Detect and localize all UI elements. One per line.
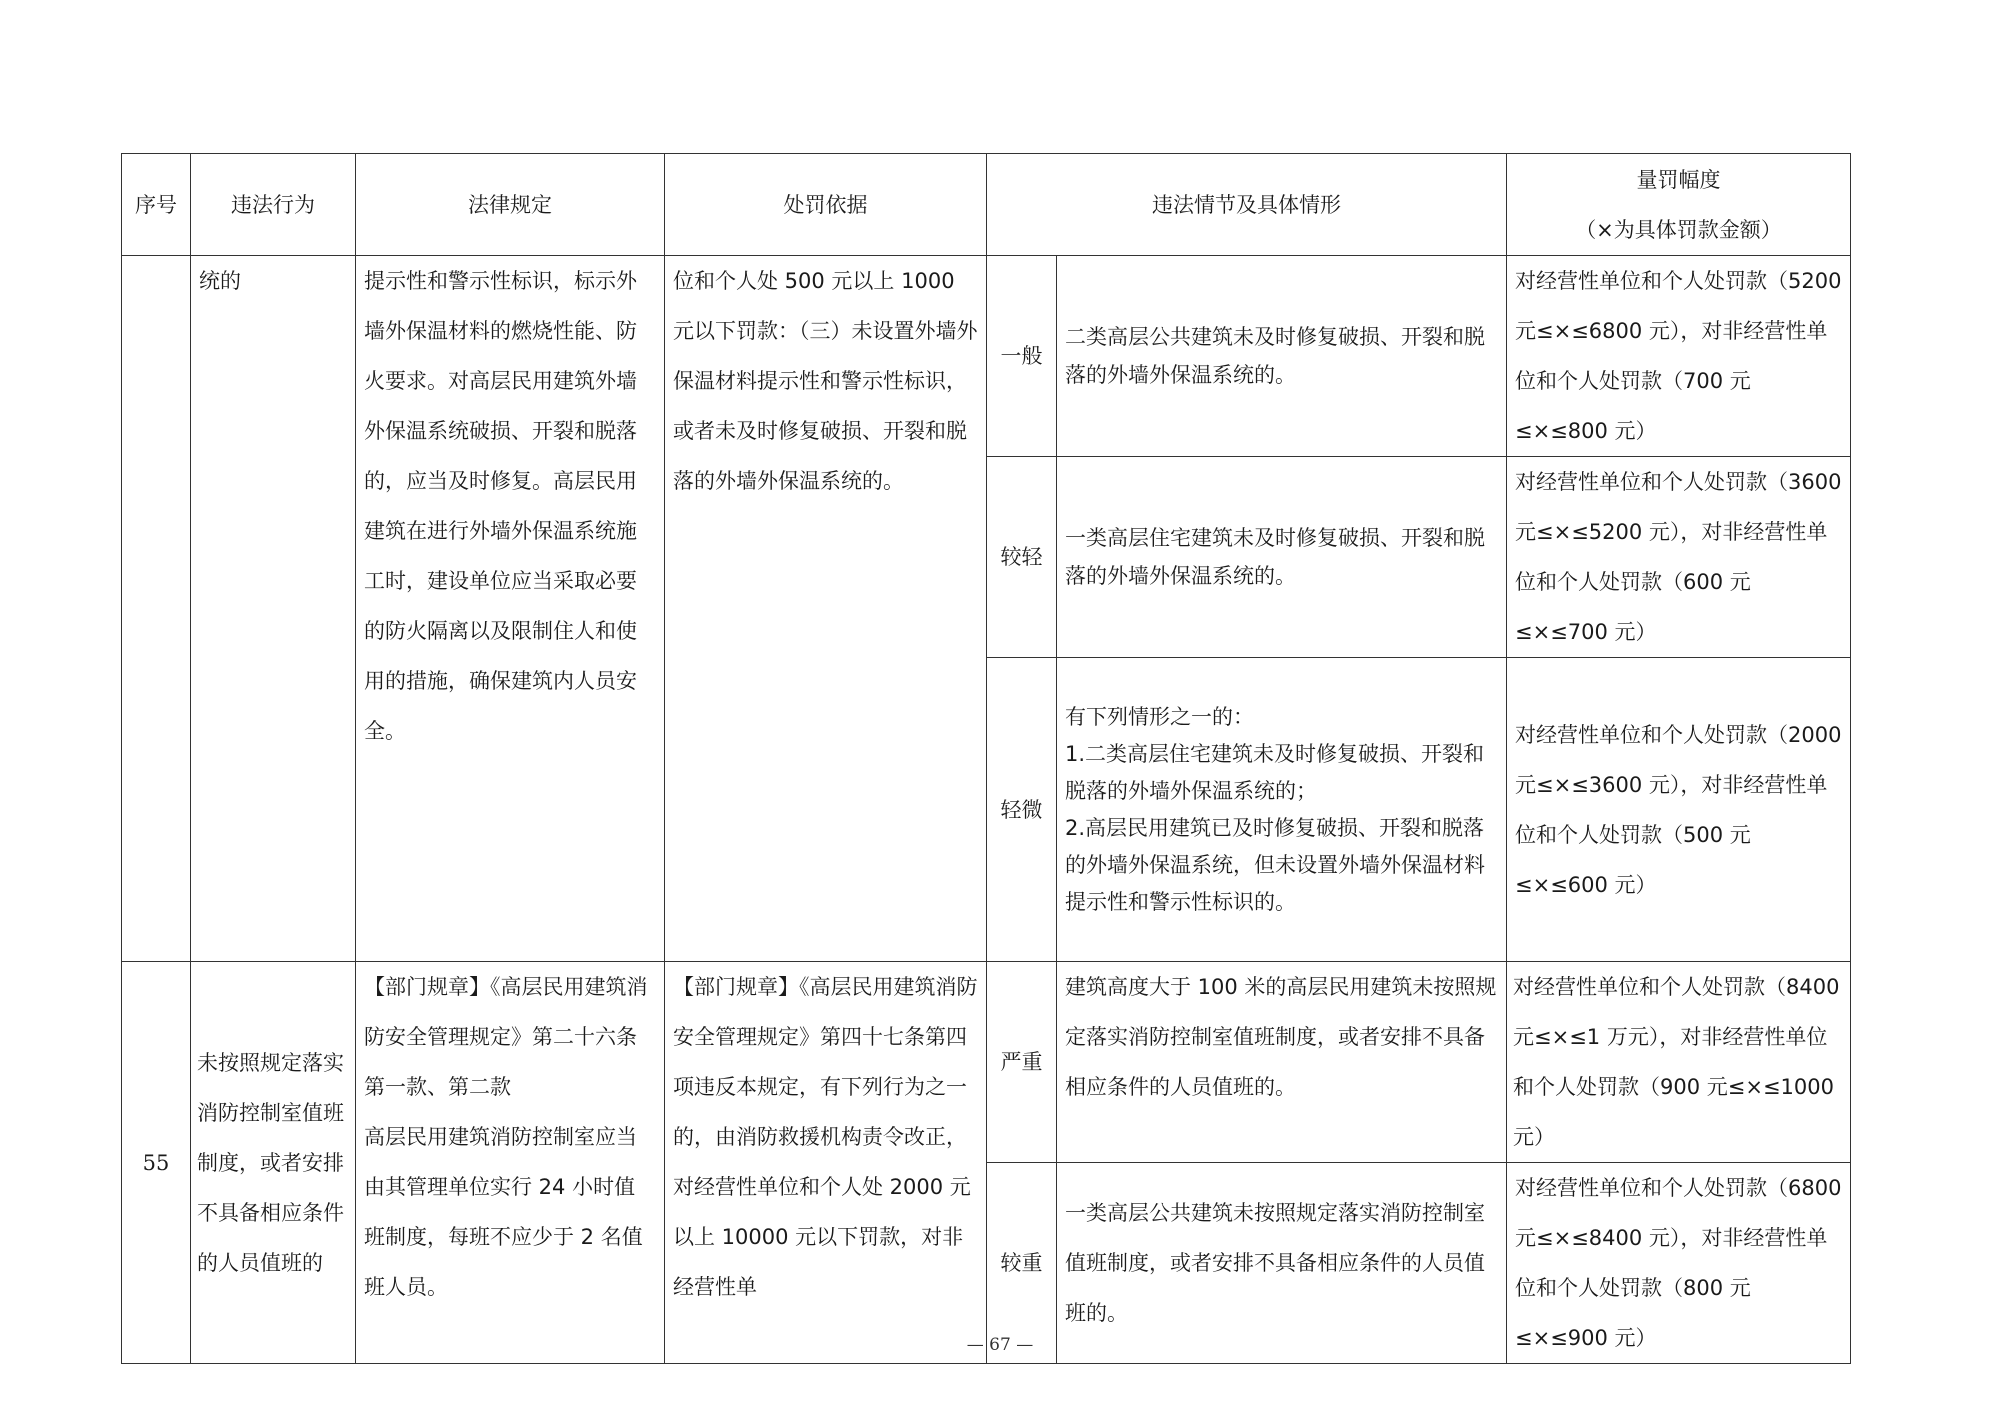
header-penalty-title: 量罚幅度	[1636, 167, 1721, 192]
header-penalty-note: （×为具体罚款金额）	[1575, 217, 1782, 242]
row2-seq: 55	[122, 962, 191, 1364]
penalty-table	[121, 153, 1851, 1364]
row2-situation-heavier: 一类高层公共建筑未按照规定落实消防控制室值班制度，或者安排不具备相应条件的人员值班的。	[1057, 1163, 1507, 1364]
row1-situation-minor: 一类高层住宅建筑未及时修复破损、开裂和脱落的外墙外保温系统的。	[1057, 457, 1507, 658]
header-legal: 法律规定	[356, 154, 665, 256]
legal-citation: 【部门规章】《高层民用建筑消防安全管理规定》第二十六条第一款、第二款	[364, 975, 648, 1099]
situation-line: 2.高层民用建筑已及时修复破损、开裂和脱落的外墙外保温系统，但未设置外墙外保温材料提示性和警示性标识的。	[1065, 815, 1485, 914]
row1-situation-slight	[1057, 658, 1507, 962]
table-row	[122, 256, 1851, 457]
row2-penalty-heavier: 对经营性单位和个人处罚款（6800 元≤×≤8400 元），对非经营性单位和个人处罚款（800 元≤×≤900 元）	[1507, 1163, 1851, 1364]
row1-level-general: 一般	[987, 256, 1057, 457]
row2-situation-serious: 建筑高度大于 100 米的高层民用建筑未按照规定落实消防控制室值班制度，或者安排不具备相应条件的人员值班的。	[1057, 962, 1507, 1163]
row1-level-slight: 轻微	[987, 658, 1057, 962]
row1-penalty-minor: 对经营性单位和个人处罚款（3600 元≤×≤5200 元），对非经营性单位和个人处罚款（600 元≤×≤700 元）	[1507, 457, 1851, 658]
row2-penalty-serious: 对经营性单位和个人处罚款（8400 元≤×≤1 万元），对非经营性单位和个人处罚款（900 元≤×≤1000 元）	[1507, 962, 1851, 1163]
row2-legal	[356, 962, 665, 1364]
row2-level-heavier: 较重	[987, 1163, 1057, 1364]
header-situation: 违法情节及具体情形	[987, 154, 1507, 256]
header-penalty	[1507, 154, 1851, 256]
header-row	[122, 154, 1851, 256]
row1-penalty-slight: 对经营性单位和个人处罚款（2000 元≤×≤3600 元），对非经营性单位和个人处罚款（500 元≤×≤600 元）	[1507, 658, 1851, 962]
row1-level-minor: 较轻	[987, 457, 1057, 658]
row1-seq	[122, 256, 191, 962]
row1-situation-general: 二类高层公共建筑未及时修复破损、开裂和脱落的外墙外保温系统的。	[1057, 256, 1507, 457]
page-number: — 67 —	[966, 1335, 1034, 1355]
row1-basis: 位和个人处 500 元以上 1000 元以下罚款：（三）未设置外墙外保温材料提示性和警示性标识，或者未及时修复破损、开裂和脱落的外墙外保温系统的。	[665, 256, 987, 962]
legal-text: 高层民用建筑消防控制室应当由其管理单位实行 24 小时值班制度，每班不应少于 2 名值班人员。	[364, 1125, 643, 1299]
row2-violation: 未按照规定落实消防控制室值班制度，或者安排不具备相应条件的人员值班的	[191, 962, 356, 1364]
row2-level-serious: 严重	[987, 962, 1057, 1163]
row1-legal: 提示性和警示性标识，标示外墙外保温材料的燃烧性能、防火要求。对高层民用建筑外墙外保温系统破损、开裂和脱落的，应当及时修复。高层民用建筑在进行外墙外保温系统施工时，建设单位应当采取必要的防火隔离以及限制住人和使用的措施，确保建筑内人员安全。	[356, 256, 665, 962]
row1-penalty-general: 对经营性单位和个人处罚款（5200 元≤×≤6800 元），对非经营性单位和个人处罚款（700 元≤×≤800 元）	[1507, 256, 1851, 457]
situation-line: 有下列情形之一的：	[1065, 704, 1254, 729]
row1-violation: 统的	[191, 256, 356, 962]
header-violation: 违法行为	[191, 154, 356, 256]
header-basis: 处罚依据	[665, 154, 987, 256]
situation-line: 1.二类高层住宅建筑未及时修复破损、开裂和脱落的外墙外保温系统的；	[1065, 741, 1485, 803]
header-seq: 序号	[122, 154, 191, 256]
table-row	[122, 962, 1851, 1163]
row2-basis: 【部门规章】《高层民用建筑消防安全管理规定》第四十七条第四项违反本规定，有下列行为之一的，由消防救援机构责令改正，对经营性单位和个人处 2000 元以上 10000 元以下罚款，对非经营性单	[665, 962, 987, 1364]
